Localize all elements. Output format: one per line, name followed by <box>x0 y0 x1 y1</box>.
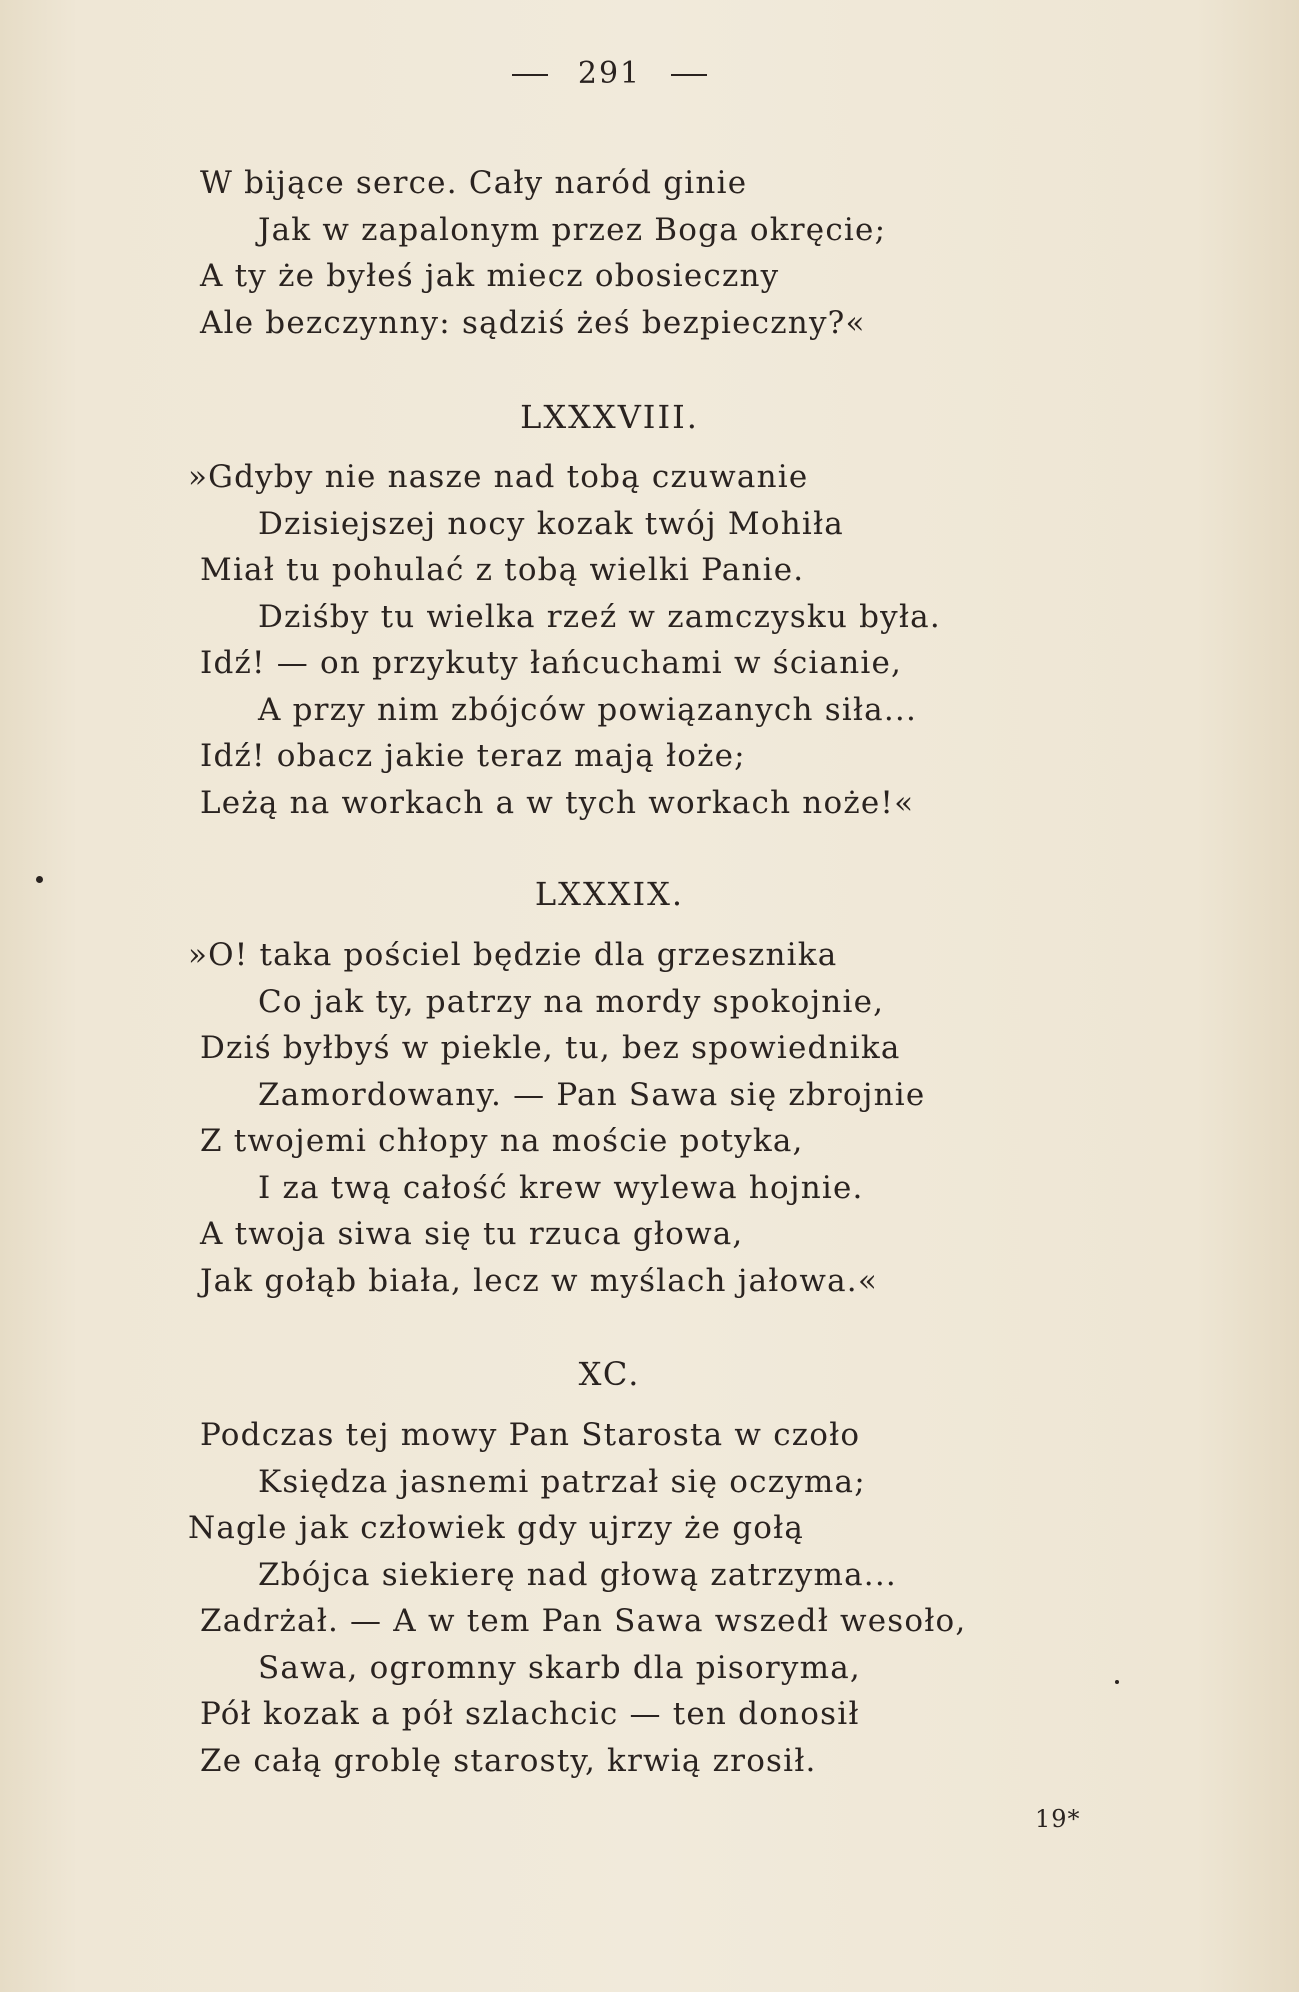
verse-line: Zamordowany. — Pan Sawa się zbrojnie <box>258 1076 926 1113</box>
verse-line: »O! taka pościel będzie dla grzesznika <box>188 937 838 973</box>
verse-line: Nagle jak człowiek gdy ujrzy że gołą <box>188 1510 805 1546</box>
verse-line: A ty że byłeś jak miecz obosieczny <box>200 258 780 294</box>
verse-line: A przy nim zbójców powiązanych siła... <box>258 691 918 728</box>
stanza-lxxxviii <box>188 454 1100 826</box>
stanza-heading-lxxxix: LXXXIX. <box>534 875 685 913</box>
stanza-continuation <box>200 160 1100 346</box>
page-number-dash-left <box>512 74 548 76</box>
verse-line: Idź! obacz jakie teraz mają łoże; <box>200 738 746 774</box>
verse-line: Dziś byłbyś w piekle, tu, bez spowiednika <box>200 1030 901 1066</box>
verse-line: Ze całą groblę starosty, krwią zrosił. <box>200 1742 817 1779</box>
verse-line: Zadrżał. — A w tem Pan Sawa wszedł wesoło, <box>200 1603 967 1639</box>
verse-line: Jak gołąb biała, lecz w myślach jałowa.« <box>200 1262 879 1299</box>
verse-line: Jak w zapalonym przez Boga okręcie; <box>258 211 887 248</box>
verse-line: A twoja siwa się tu rzuca głowa, <box>200 1216 744 1252</box>
stanza-heading-xc: XC. <box>578 1355 641 1393</box>
verse-line: Miał tu pohulać z tobą wielki Panie. <box>200 552 805 588</box>
verse-line: Co jak ty, patrzy na mordy spokojnie, <box>258 983 885 1020</box>
ink-speck <box>1115 1680 1119 1684</box>
verse-line: Sawa, ogromny skarb dla pisoryma, <box>258 1649 861 1686</box>
verse-line: Leżą na workach a w tych workach noże!« <box>200 784 915 821</box>
verse-line: Dziśby tu wielka rzeź w zamczysku była. <box>258 598 941 635</box>
stanza-xc <box>188 1412 1100 1784</box>
verse-line: Ale bezczynny: sądziś żeś bezpieczny?« <box>200 304 866 341</box>
verse-line: Idź! — on przykuty łańcuchami w ścianie, <box>200 645 903 681</box>
verse-line: W bijące serce. Cały naród ginie <box>200 165 748 201</box>
verse-line: Księdza jasnemi patrzał się oczyma; <box>258 1463 866 1500</box>
ink-speck <box>36 876 43 883</box>
verse-line: »Gdyby nie nasze nad tobą czuwanie <box>188 459 809 495</box>
signature-mark: 19* <box>1035 1805 1081 1833</box>
verse-line: I za twą całość krew wylewa hojnie. <box>258 1169 864 1206</box>
verse-line: Dzisiejszej nocy kozak twój Mohiła <box>258 505 844 542</box>
verse-line: Z twojemi chłopy na moście potyka, <box>200 1123 804 1159</box>
page-number <box>0 56 1219 91</box>
stanza-heading-lxxxviii: LXXXVIII. <box>520 398 699 436</box>
page-number-text: 291 <box>577 56 642 91</box>
verse-line: Podczas tej mowy Pan Starosta w czoło <box>200 1417 861 1453</box>
verse-line: Zbójca siekierę nad głową zatrzyma... <box>258 1556 897 1593</box>
verse-line: Pół kozak a pół szlachcic — ten donosił <box>200 1696 860 1732</box>
page-number-dash-right <box>671 74 707 76</box>
stanza-lxxxix <box>188 932 1100 1304</box>
